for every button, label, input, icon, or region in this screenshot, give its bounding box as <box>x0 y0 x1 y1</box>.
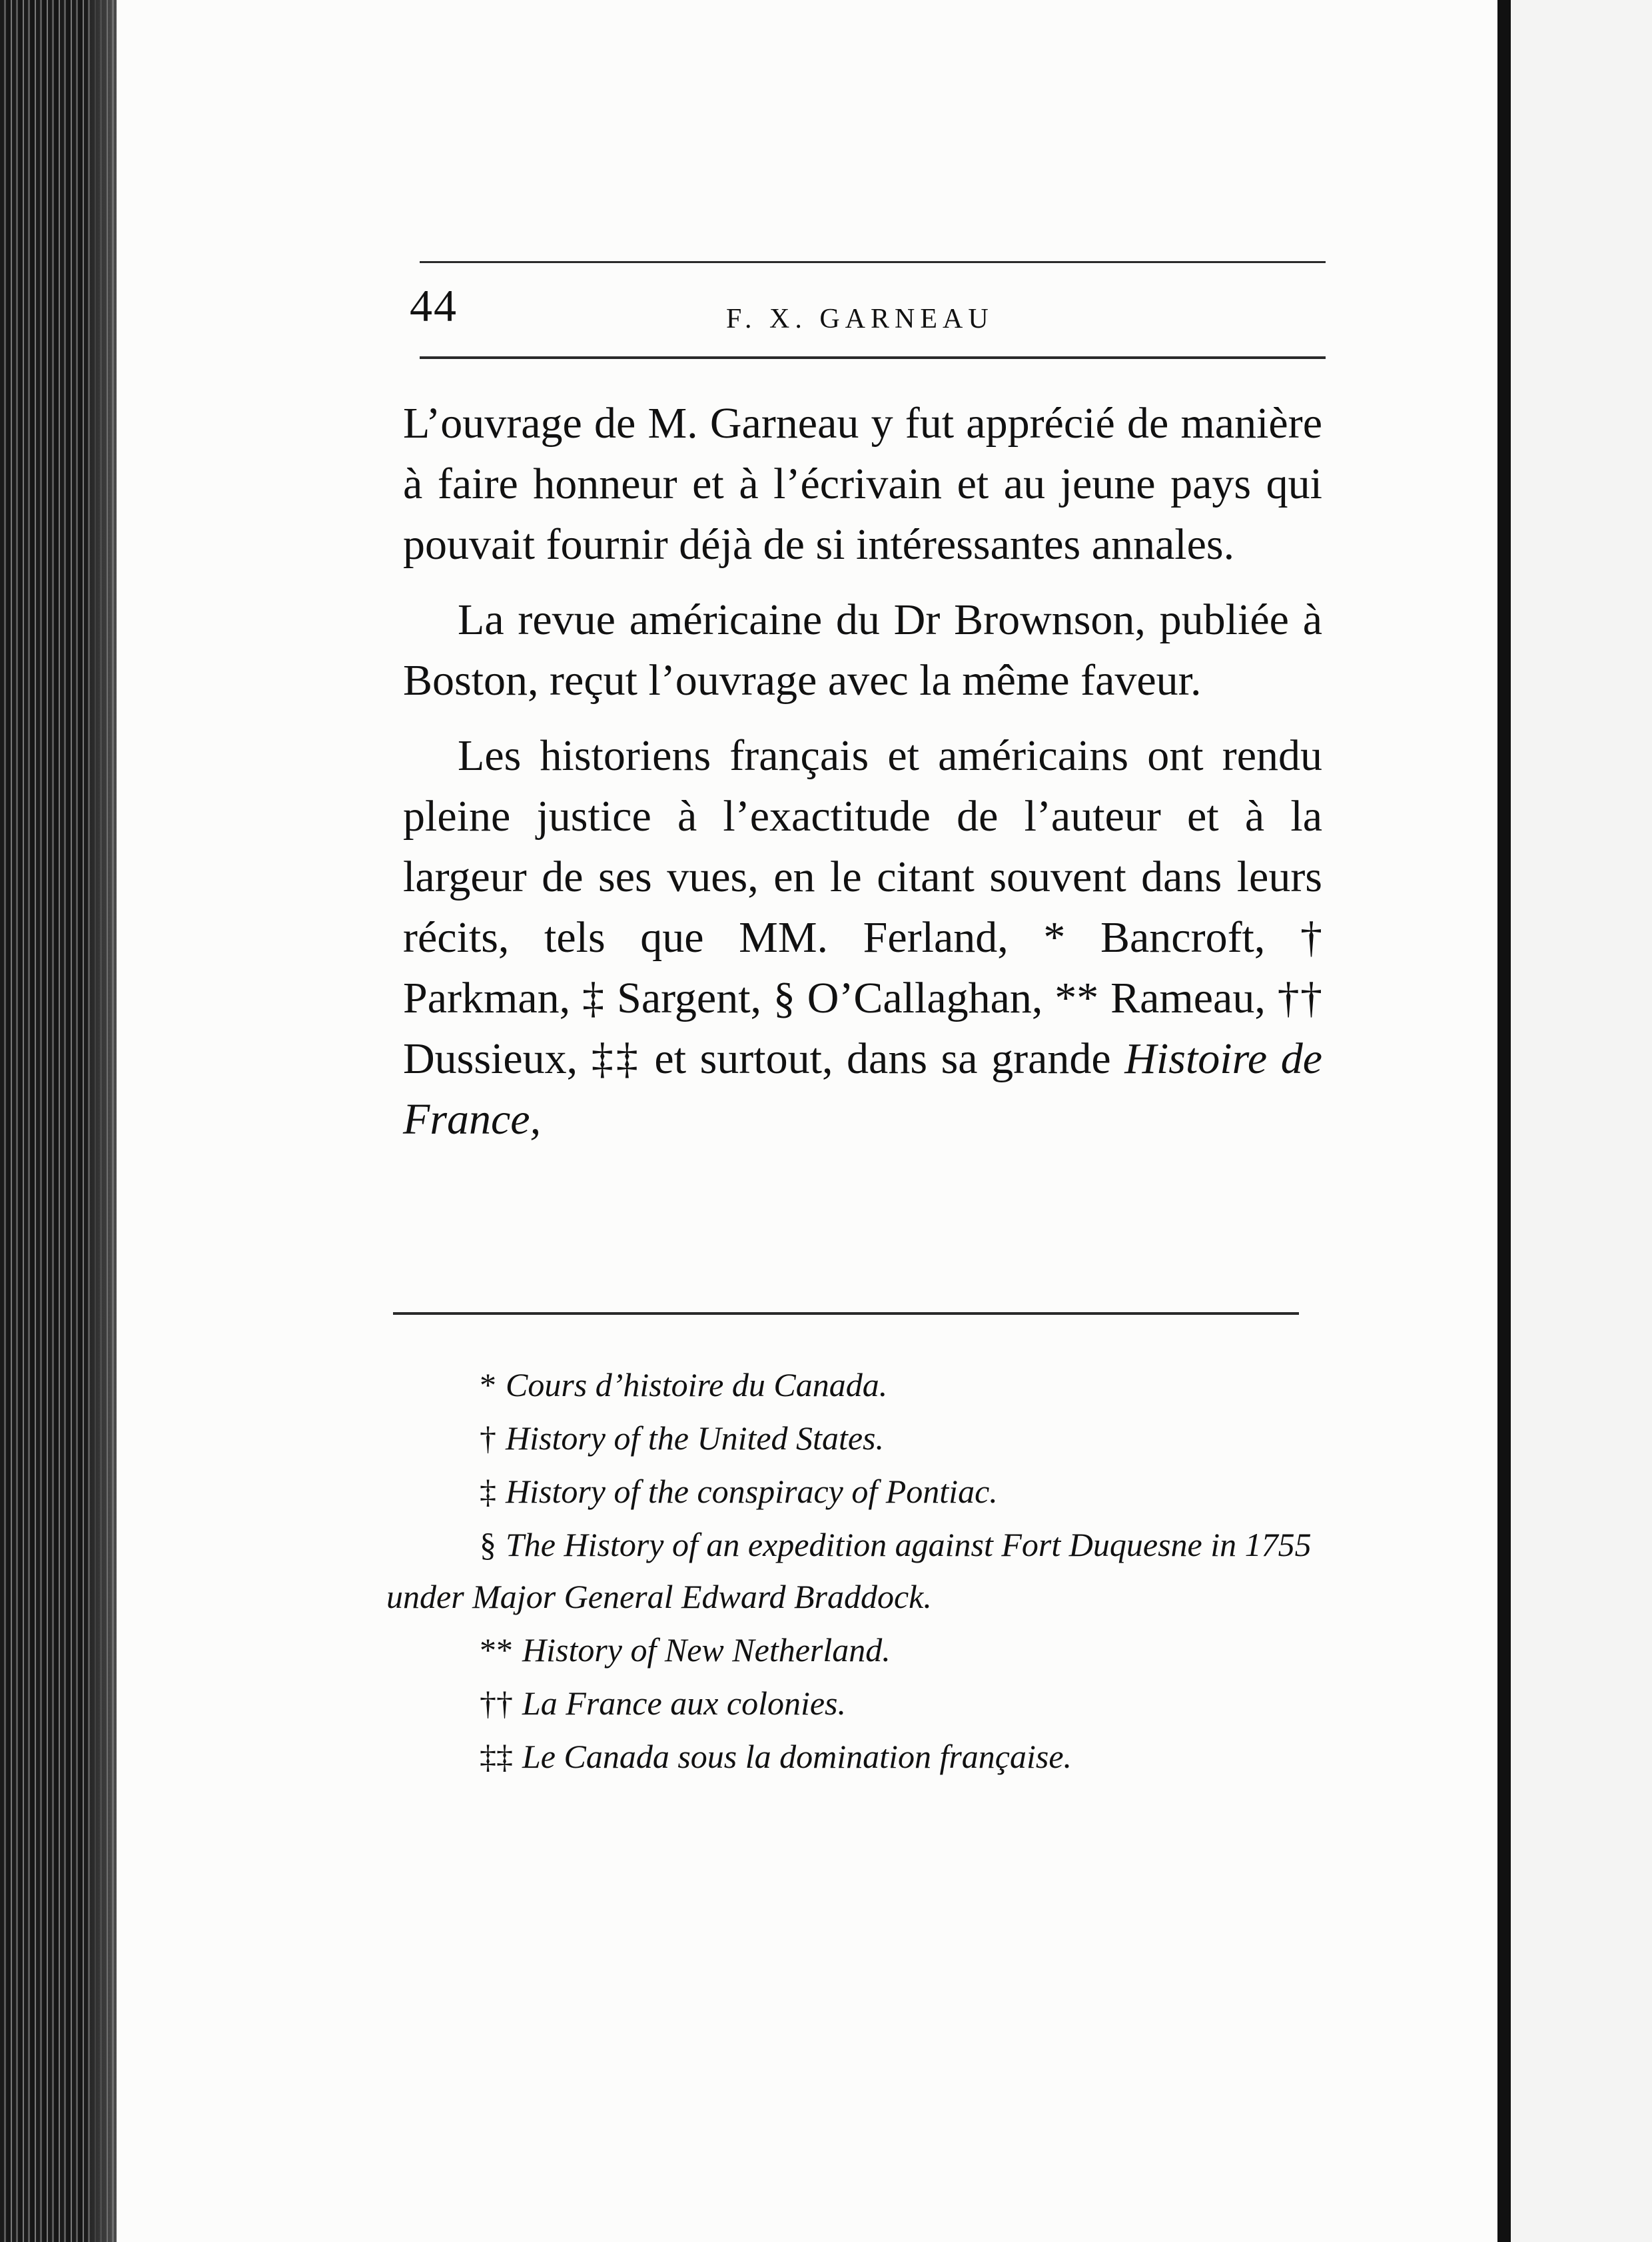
footnote <box>386 1359 1326 1411</box>
paragraph-3-text: Les historiens français et américains ont rendu pleine justice à l’exactitude de l’auteur et à la largeur de ses vues, en le citant souvent dans leurs récits, tels que MM. Ferland, * Bancroft, † Parkman, ‡ Sargent, § O’Callaghan, ** Rameau, †† Dussieux, ‡‡ et surtout, dans sa grande <box>403 731 1322 1083</box>
footnote-text: La France aux colonies. <box>522 1684 847 1722</box>
footnote-text: History of the United States. <box>506 1419 884 1457</box>
footnotes-rule <box>393 1312 1299 1315</box>
footnote-mark: § <box>480 1526 496 1563</box>
footnote <box>386 1412 1326 1464</box>
book-binding-edge <box>0 0 117 2242</box>
footnote <box>386 1730 1326 1782</box>
footnote-mark: ‡‡ <box>480 1738 513 1775</box>
body-text <box>403 393 1322 1164</box>
footnote-text: History of New Netherland. <box>522 1631 891 1669</box>
footnote-text: History of the conspiracy of Pontiac. <box>506 1473 998 1510</box>
paragraph-3 <box>403 725 1322 1150</box>
running-head: F. X. GARNEAU <box>726 304 994 334</box>
paragraph-1: L’ouvrage de M. Garneau y fut apprécié de manière à faire honneur et à l’écrivain et au jeune pays qui pouvait fournir déjà de si intéressantes annales. <box>403 399 1322 569</box>
footnote-text: The History of an expedition against Fort Duquesne in 1755 under Major General Edward Braddock. <box>386 1526 1312 1615</box>
footnote-mark: † <box>480 1419 496 1457</box>
header-rule-bottom <box>420 356 1326 359</box>
footnote-mark: †† <box>480 1684 513 1722</box>
footnote-mark: ‡ <box>480 1473 496 1510</box>
header-rule-top <box>420 261 1326 263</box>
paragraph-3-italic-title: Histoire de France, <box>403 1034 1323 1144</box>
page-number: 44 <box>410 280 458 331</box>
footnote-text: Cours d’histoire du Canada. <box>506 1366 888 1403</box>
page-right-edge <box>1497 0 1511 2242</box>
footnotes <box>386 1359 1326 1784</box>
footnote <box>386 1624 1326 1676</box>
footnote-mark: * <box>480 1366 496 1403</box>
footnote <box>386 1519 1326 1623</box>
page-margin-shade <box>1511 0 1652 2242</box>
footnote-mark: ** <box>480 1631 513 1669</box>
footnote-text: Le Canada sous la domination française. <box>522 1738 1072 1775</box>
paragraph-2: La revue américaine du Dr Brownson, publiée à Boston, reçut l’ouvrage avec la même faveur. <box>403 595 1322 705</box>
footnote <box>386 1465 1326 1517</box>
footnote <box>386 1677 1326 1729</box>
